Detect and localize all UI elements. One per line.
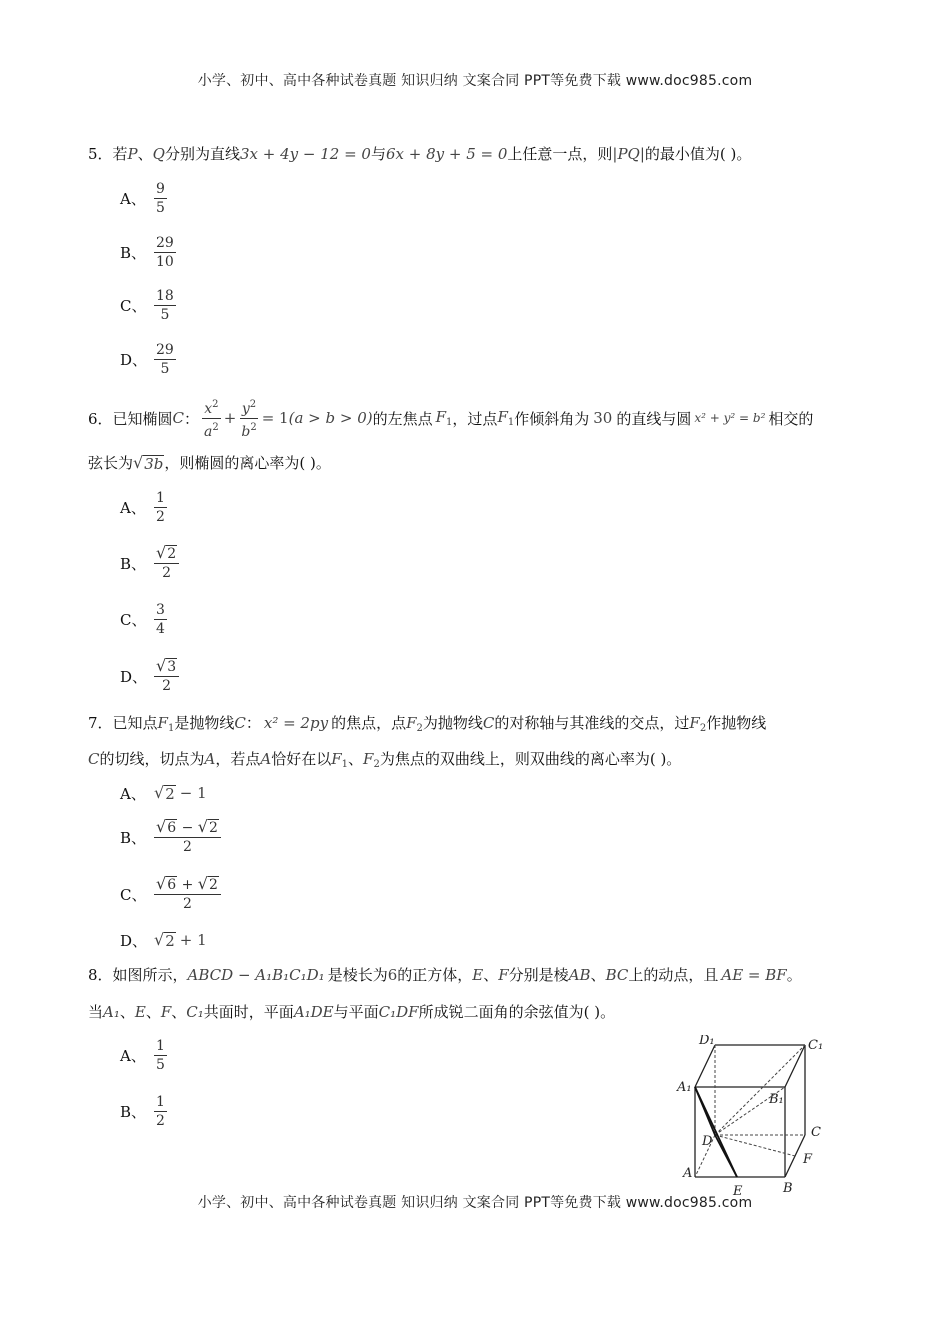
distance-pq: |PQ| [612,145,645,163]
line-equation-1: 3x + 4y − 12 = 0 [239,145,371,163]
q8-option-b [120,1089,167,1133]
q5-option-b [120,230,176,274]
label-a: A [683,1166,693,1181]
numerator: 9 [156,180,165,197]
f: F [497,408,508,426]
tail: + 1 [179,931,207,949]
text: 作抛物线 [706,714,767,732]
focus-f1 [158,714,175,732]
denominator: 10 [156,253,174,270]
edge [785,1045,805,1087]
line-equation-2: 6x + 8y + 5 = 0 [385,145,508,163]
question-7-stem-line2 [88,748,681,770]
label-c1: C₁ [808,1038,824,1053]
question-8-stem-line1 [88,964,802,985]
numerator: 1 [156,1093,165,1110]
hidden-edge [715,1045,805,1135]
text: 所成锐二面角的余弦值为( )。 [418,1003,616,1021]
condition: AE = BF [721,966,787,984]
f: F [157,714,168,732]
q6-option-a [120,485,167,529]
text: 的焦点，点 [331,714,407,732]
radicand: 2 [167,546,177,562]
var-c: C [172,409,185,427]
option-label: B、 [120,554,147,573]
focus-f1 [497,408,514,428]
label-c: C [811,1125,821,1140]
var-x: x [204,400,213,417]
fraction [154,875,221,913]
point-f2 [363,750,380,768]
sqrt [156,544,177,562]
circle-equation: x² + y² = b² [694,411,766,425]
colon: ： [245,714,261,732]
plus: + [181,877,194,893]
denominator: 2 [182,896,192,912]
point-c1: C₁ [186,1003,204,1021]
text: 分别为直线 [164,145,240,163]
cube-figure [675,1035,835,1200]
var-b: b [241,423,251,440]
numerator: 1 [156,1037,165,1054]
var-f: F [498,966,509,984]
radicand: 6 [167,877,177,893]
var-e: E [134,1003,146,1021]
sub: 1 [167,723,175,734]
fraction [154,1037,167,1074]
numerator: 18 [156,287,174,304]
denominator: 5 [156,1056,165,1073]
radical-sign: √ [154,783,165,802]
label-f: F [803,1152,813,1167]
radical-sign: √ [154,930,165,949]
fraction [154,601,167,638]
denominator: 2 [182,839,192,855]
radical-sign: √ [156,656,167,675]
var-a: A [204,750,216,768]
point-f2 [689,714,706,732]
point-f2 [406,714,423,732]
sep: 、 [348,750,364,768]
f: F [363,750,374,768]
denominator: 4 [156,620,165,637]
label-d: D [702,1134,713,1149]
sub: 2 [699,723,707,734]
q6-option-b [120,541,179,585]
edge-ab: AB [568,966,591,984]
q5-number: 5．若 [88,145,128,163]
text: 弦长为 [88,454,134,472]
plus: + [223,409,237,427]
radicand: 2 [165,932,175,950]
sub: 2 [416,723,423,734]
sep: 、 [137,145,153,163]
radicand: 2 [208,820,218,836]
var-q: Q [152,145,165,163]
denominator: 2 [156,1112,165,1129]
denominator: 2 [162,565,172,581]
q8-number: 8．如图所示， [88,966,188,984]
radical-sign: √ [133,452,144,472]
sqrt [156,818,177,836]
radical-sign: √ [156,874,167,893]
page-footer: 小学、初中、高中各种试卷真题 知识归纳 文案合同 PPT等免费下载 www.doc985.com [197,1195,753,1211]
radical-sign: √ [156,543,167,562]
sub: 1 [507,417,515,428]
line-d-e [715,1135,737,1177]
point-a1: A₁ [103,1003,120,1021]
denominator: 5 [156,199,165,216]
sep: 、 [119,1003,135,1021]
label-b1: B₁ [769,1092,784,1107]
f: F [406,714,417,732]
q6-number: 6．已知椭圆 [88,409,173,428]
fraction [154,544,179,582]
question-6-stem-line2 [88,452,331,473]
text: 的最小值为( )。 [644,145,752,163]
option-label: D、 [120,931,148,950]
text: 为焦点的双曲线上，则双曲线的离心率为( )。 [379,750,682,768]
page-header: 小学、初中、高中各种试卷真题 知识归纳 文案合同 PPT等免费下载 www.doc985.com [197,73,753,89]
question-8-stem-line2 [88,1001,615,1022]
label-a1: A₁ [677,1080,692,1095]
label-e: E [733,1184,743,1199]
sub: 1 [341,759,349,770]
fraction [154,341,176,378]
q7-option-c [120,872,221,916]
option-label: A、 [120,498,146,517]
minus: − [181,820,194,836]
edge [695,1045,715,1087]
text: 相交的 [768,409,814,428]
fraction [154,1093,167,1130]
denominator: 5 [160,306,170,323]
radicand: 2 [165,785,175,803]
tail: − 1 [179,784,207,802]
text: 恰好在以 [271,750,332,768]
text: 是抛物线 [174,714,235,732]
colon: ： [184,409,200,428]
edge-bc: BC [605,966,629,984]
option-label: A、 [120,189,146,208]
hidden-edge [715,1135,795,1156]
var-c: C [88,750,100,768]
plane-c1df: C₁DF [378,1003,419,1021]
sub: 2 [373,759,380,770]
sub: 1 [446,417,453,428]
numerator: 1 [156,489,165,506]
f: F [331,750,342,768]
option-label: A、 [120,1046,146,1065]
q7-number: 7．已知点 [88,714,158,732]
q8-option-a [120,1033,167,1077]
sqrt [154,931,176,949]
exp: 2 [249,398,257,410]
sep: 、 [483,966,499,984]
numerator: 3 [156,601,165,618]
denominator: 2 [162,678,172,694]
text: 上的动点，且 [628,966,719,984]
ellipse-x-term [202,396,221,441]
exp: 2 [212,398,219,410]
fraction [154,657,179,695]
var-a: a [204,423,213,440]
q5-option-a [120,176,167,220]
parabola-equation: x² = 2py [263,714,329,732]
numerator: 29 [156,234,174,251]
option-label: C、 [120,610,147,629]
var-c: C [234,714,246,732]
text: 上任意一点，则 [507,145,613,163]
text: ，过点 [452,409,498,428]
radicand: 3b [144,454,164,473]
q5-option-d [120,337,176,381]
sqrt [198,818,219,836]
radicand: 3 [167,659,177,675]
fraction [154,287,176,324]
option-label: A、 [120,784,146,803]
option-label: B、 [120,1102,147,1121]
sep: 、 [145,1003,161,1021]
radical-sign: √ [197,874,208,893]
sqrt-expression [133,454,164,472]
text: 分别是棱 [508,966,569,984]
q6-option-d [120,654,179,698]
question-5-stem [88,143,751,164]
text: 当 [88,1003,104,1021]
angle: 30 [593,409,613,427]
text: 是棱长为 [327,966,388,984]
sqrt [198,875,219,893]
q7-option-b [120,815,221,859]
sqrt [156,657,177,675]
condition: (a > b > 0) [288,409,373,427]
var-a: A [260,750,272,768]
label-b: B [783,1181,793,1196]
text: 共面时，平面 [203,1003,294,1021]
radicand: 6 [167,820,177,836]
text: 与 [370,145,386,163]
text: 。 [786,966,802,984]
label-d1: D₁ [699,1035,715,1048]
exp: 2 [250,421,257,433]
text: ，则椭圆的离心率为( )。 [164,454,331,472]
option-label: B、 [120,243,147,262]
option-label: C、 [120,885,147,904]
fraction [154,818,221,856]
text: ，若点 [215,750,261,768]
numerator: 29 [156,341,174,358]
cube-name: ABCD − A₁B₁C₁D₁ [187,966,325,984]
option-label: C、 [120,296,147,315]
edge-length: 6 [387,966,398,984]
text: 的切线，切点为 [99,750,205,768]
equals-one: = 1 [261,409,289,427]
var-y: y [241,400,250,417]
radical-sign: √ [197,817,208,836]
fraction [154,489,167,526]
exp: 2 [212,421,219,433]
sqrt [154,784,176,802]
sep: 、 [171,1003,187,1021]
focus-f1 [436,408,453,428]
q5-option-c [120,283,176,327]
plane-a1de: A₁DE [293,1003,334,1021]
focus-f1 [331,750,348,768]
sqrt [156,875,177,893]
text: 与平面 [333,1003,379,1021]
line-a1-d [695,1087,715,1135]
q6-option-c [120,597,167,641]
var-f: F [160,1003,172,1021]
q7-option-a [120,771,207,815]
fraction [154,180,167,217]
fraction [154,234,176,271]
f: F [435,408,447,426]
text: 为抛物线 [422,714,483,732]
option-label: D、 [120,667,148,686]
radicand: 2 [208,877,218,893]
q7-option-d [120,918,207,962]
text: 的对称轴与其准线的交点，过 [494,714,690,732]
option-label: B、 [120,828,147,847]
text: 的左焦点 [372,409,433,428]
radical-sign: √ [156,817,167,836]
text: 作倾斜角为 [514,409,590,428]
option-label: D、 [120,350,148,369]
question-6-stem-line1 [88,395,813,441]
text: 的正方体， [397,966,473,984]
question-7-stem-line1 [88,712,766,734]
sep: 、 [590,966,606,984]
text: 的直线与圆 [616,409,692,428]
hidden-edges [695,1045,805,1177]
var-p: P [127,145,138,163]
denominator: 2 [156,508,165,525]
var-c: C [482,714,495,732]
ellipse-y-term [239,396,258,441]
var-e: E [472,966,484,984]
f: F [689,714,700,732]
denominator: 5 [160,360,170,377]
